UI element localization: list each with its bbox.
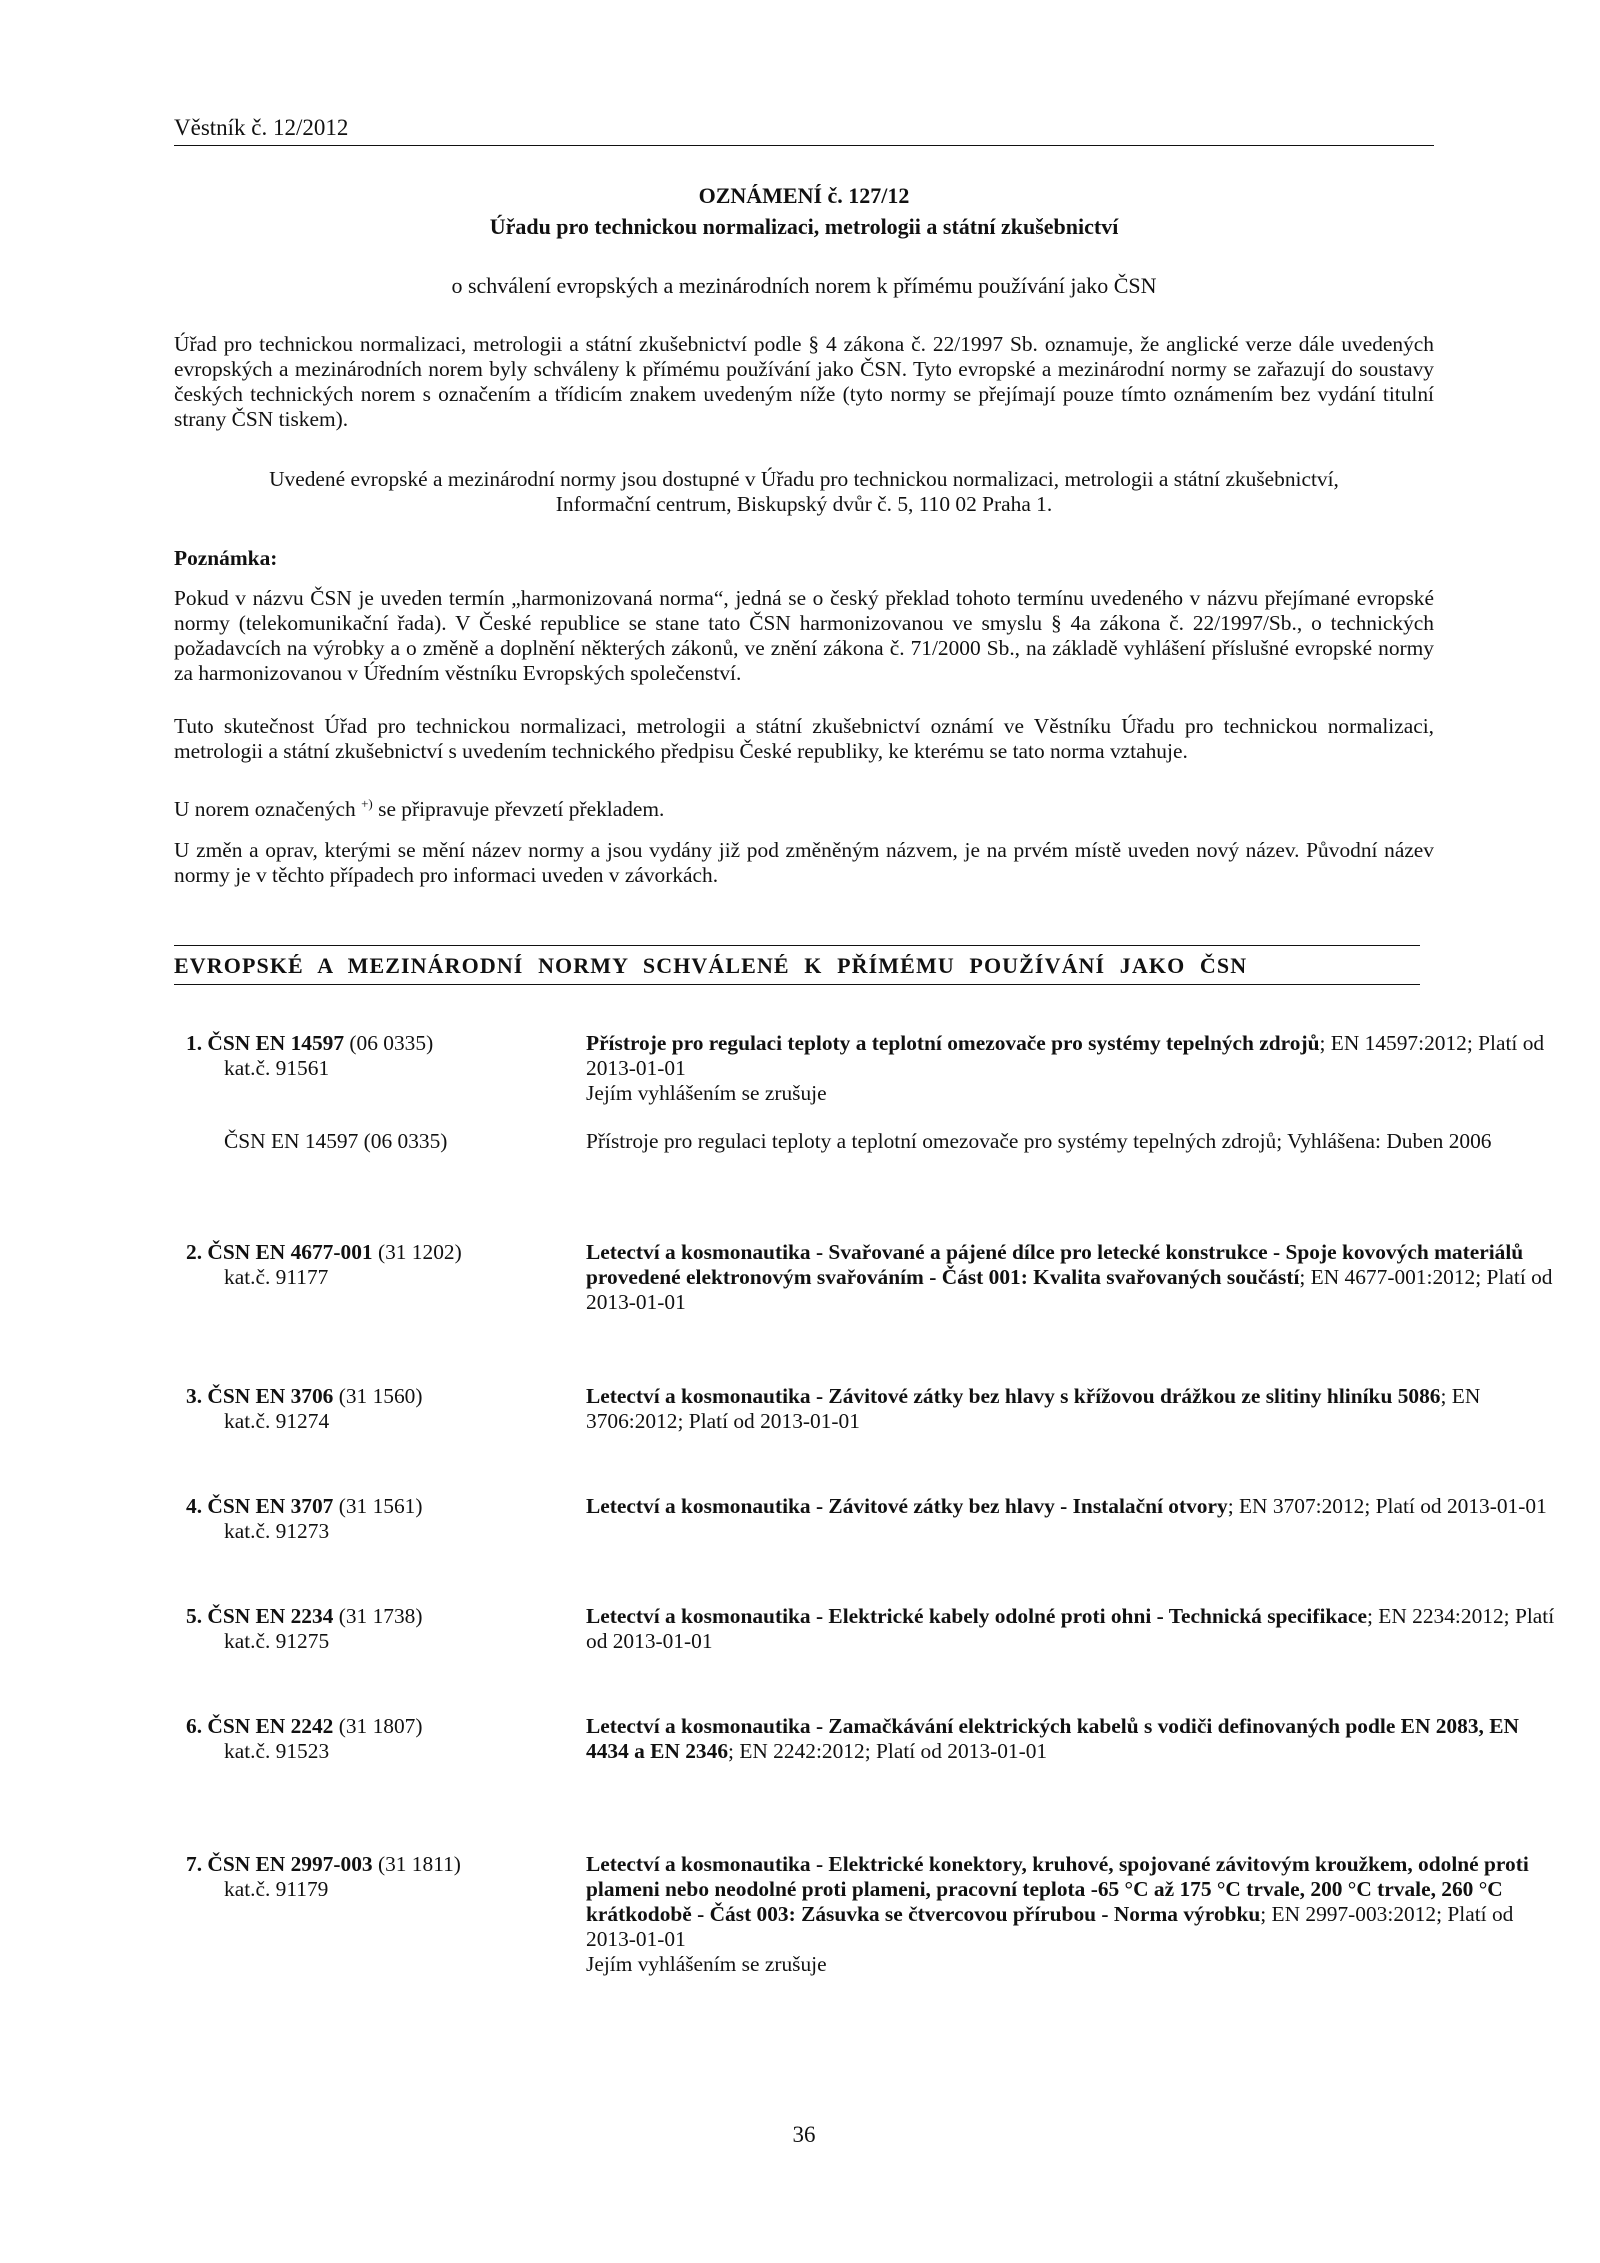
norm-description — [586, 1240, 1561, 1315]
norm-meta: ; EN 3706:2012; Platí od 2013-01-01 — [586, 1384, 1481, 1433]
norm-code-line — [186, 1031, 566, 1056]
norm-description — [586, 1852, 1561, 1977]
norm-class: (31 1560) — [333, 1384, 423, 1408]
norm-extra: Jejím vyhlášením se zrušuje — [586, 1081, 827, 1105]
norm-code-line — [186, 1714, 566, 1739]
norm-meta: ; EN 2234:2012; Platí od 2013-01-01 — [586, 1604, 1555, 1653]
norm-title: Letectví a kosmonautika - Elektrické konektory, kruhové, spojované závitovým kroužkem, odolné proti plameni nebo neodolné proti plameni, pracovní teplota -65 °C až 175 °C trvale, 200 °C trvale, 260 °C krátkodobě - Část 003: Zásuvka se čtvercovou přírubou - Norma výrobku — [586, 1852, 1529, 1926]
norm-code-line — [186, 1604, 566, 1629]
norm-title: Letectví a kosmonautika - Zamačkávání elektrických kabelů s vodiči definovaných podle EN 2083, EN 4434 a EN 2346 — [586, 1714, 1519, 1763]
norm-code: 5. ČSN EN 2234 — [186, 1604, 334, 1628]
norm-description — [586, 1384, 1561, 1434]
section-heading: EVROPSKÉ A MEZINÁRODNÍ NORMY SCHVÁLENÉ K PŘÍMÉMU POUŽÍVÁNÍ JAKO ČSN — [174, 945, 1420, 985]
norm-code-line — [186, 1384, 566, 1409]
norm-ids — [186, 1714, 566, 1764]
norm-meta: ; EN 2997-003:2012; Platí od 2013-01-01 — [586, 1902, 1514, 1951]
norm-kat: kat.č. 91523 — [224, 1739, 330, 1763]
norm-kat: kat.č. 91561 — [224, 1056, 330, 1080]
norm-ids — [186, 1852, 566, 1902]
availability-line-1: Uvedené evropské a mezinárodní normy jsou dostupné v Úřadu pro technickou normalizaci, metrologii a státní zkušebnictví, — [269, 467, 1339, 491]
norm-ids — [186, 1494, 566, 1544]
intro-paragraph: Úřad pro technickou normalizaci, metrologii a státní zkušebnictví podle § 4 zákona č. 22/1997 Sb. oznamuje, že anglické verze dále uvedených evropských a mezinárodních norem byly schváleny k přímému používání jako ČSN. Tyto evropské a mezinárodní normy se zařazují do soustavy českých technických norem s označením a třídicím znakem uvedeným níže (tyto normy se přejímají pouze tímto oznámením bez vydání titulní strany ČSN tiskem). — [174, 332, 1434, 431]
norm-kat: kat.č. 91274 — [224, 1409, 330, 1433]
norm-ids — [186, 1604, 566, 1654]
note-label: Poznámka: — [174, 546, 278, 570]
norm-class: (31 1561) — [333, 1494, 423, 1518]
norm-title: Letectví a kosmonautika - Elektrické kabely odolné proti ohni - Technická specifikace — [586, 1604, 1367, 1628]
norm-description — [586, 1031, 1561, 1106]
replaced-norm-code: ČSN EN 14597 (06 0335) — [224, 1129, 448, 1153]
availability-line-2: Informační centrum, Biskupský dvůr č. 5, 110 02 Praha 1. — [555, 492, 1053, 516]
page-number: 36 — [792, 2122, 816, 2147]
translation-mark: +) — [361, 796, 373, 811]
announcement-number: OZNÁMENÍ č. 127/12 — [698, 183, 910, 208]
norm-ids — [186, 1240, 566, 1290]
translation-paragraph — [174, 791, 1434, 822]
norm-kat: kat.č. 91273 — [224, 1519, 330, 1543]
norm-ids — [186, 1384, 566, 1434]
norm-code-line — [186, 1240, 566, 1265]
norm-class: (06 0335) — [344, 1031, 434, 1055]
norm-code-line — [186, 1852, 566, 1877]
norm-title: Přístroje pro regulaci teploty a teplotní omezovače pro systémy tepelných zdrojů — [586, 1031, 1320, 1055]
norm-kat: kat.č. 91177 — [224, 1265, 329, 1289]
norm-code: 7. ČSN EN 2997-003 — [186, 1852, 373, 1876]
norm-ids — [186, 1129, 566, 1154]
norm-class: (31 1738) — [333, 1604, 423, 1628]
norm-class: (31 1202) — [372, 1240, 462, 1264]
norm-title: Letectví a kosmonautika - Závitové zátky bez hlavy - Instalační otvory — [586, 1494, 1228, 1518]
norm-meta: ; EN 14597:2012; Platí od 2013-01-01 — [586, 1031, 1545, 1080]
norm-description — [586, 1714, 1561, 1764]
norm-description — [586, 1494, 1561, 1519]
norm-code: 4. ČSN EN 3707 — [186, 1494, 334, 1518]
norm-code: 1. ČSN EN 14597 — [186, 1031, 345, 1055]
norm-code: 3. ČSN EN 3706 — [186, 1384, 334, 1408]
fact-paragraph: Tuto skutečnost Úřad pro technickou normalizaci, metrologii a státní zkušebnictví oznámí ve Věstníku Úřadu pro technickou normalizaci, metrologii a státní zkušebnictví s uvedením technického předpisu České republiky, ke kterému se tato norma vztahuje. — [174, 714, 1434, 763]
announcement-subject: o schválení evropských a mezinárodních norem k přímému používání jako ČSN — [451, 273, 1157, 298]
announcement-office: Úřadu pro technickou normalizaci, metrologii a státní zkušebnictví — [489, 214, 1119, 239]
norm-meta: ; EN 2242:2012; Platí od 2013-01-01 — [728, 1739, 1048, 1763]
norm-meta: ; EN 3707:2012; Platí od 2013-01-01 — [1227, 1494, 1547, 1518]
translation-prefix: U norem označených — [174, 797, 362, 822]
changes-paragraph: U změn a oprav, kterými se mění název normy a jsou vydány již pod změněným názvem, je na prvém místě uveden nový název. Původní název normy je v těchto případech pro informaci uveden v závorkách. — [174, 838, 1434, 887]
translation-suffix: se připravuje převzetí překladem. — [372, 797, 665, 822]
norm-ids — [186, 1031, 566, 1081]
norm-kat: kat.č. 91275 — [224, 1629, 330, 1653]
norm-description — [586, 1604, 1561, 1654]
norm-code: 2. ČSN EN 4677-001 — [186, 1240, 373, 1264]
norm-kat: kat.č. 91179 — [224, 1877, 329, 1901]
availability-paragraph — [174, 467, 1434, 517]
norm-class: (31 1811) — [372, 1852, 461, 1876]
note-paragraph: Pokud v názvu ČSN je uveden termín „harmonizovaná norma“, jedná se o český překlad tohoto termínu uvedeného v názvu přejímané evropské normy (telekomunikační řada). V České republice se stane tato ČSN harmonizovanou ve smyslu § 4a zákona č. 22/1997/Sb., o technických požadavcích na výrobky a o změně a doplnění některých zákonů, ve znění zákona č. 71/2000 Sb., na základě vyhlášení příslušné evropské normy za harmonizovanou v Úředním věstníku Evropských společenství. — [174, 586, 1434, 685]
norm-class: (31 1807) — [333, 1714, 423, 1738]
norm-title: Letectví a kosmonautika - Svařované a pájené dílce pro letecké konstrukce - Spoje kovových materiálů provedené elektronovým svařováním - Část 001: Kvalita svařovaných součástí — [586, 1240, 1524, 1289]
replaced-norm-text: Přístroje pro regulaci teploty a teplotní omezovače pro systémy tepelných zdrojů; Vyhlášena: Duben 2006 — [586, 1129, 1492, 1153]
norm-extra: Jejím vyhlášením se zrušuje — [586, 1952, 827, 1976]
journal-header: Věstník č. 12/2012 — [174, 113, 1434, 146]
norm-code: 6. ČSN EN 2242 — [186, 1714, 334, 1738]
norm-meta: ; EN 4677-001:2012; Platí od 2013-01-01 — [586, 1265, 1553, 1314]
norm-code-line — [186, 1494, 566, 1519]
norm-title: Letectví a kosmonautika - Závitové zátky bez hlavy s křížovou drážkou ze slitiny hliníku 5086 — [586, 1384, 1441, 1408]
